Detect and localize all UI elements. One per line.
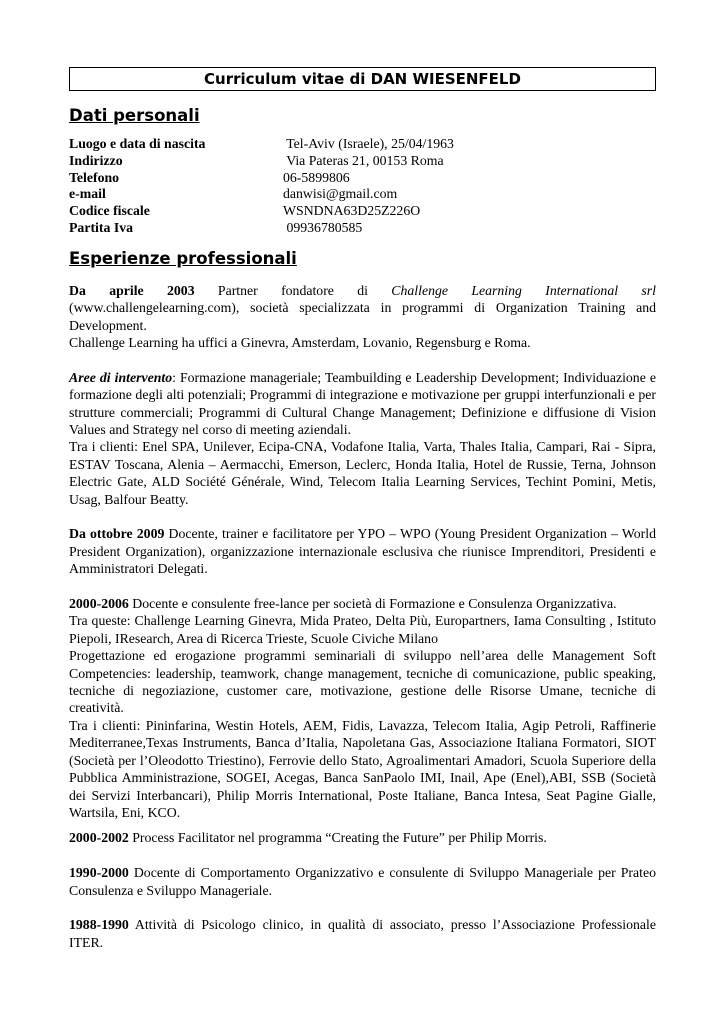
personal-row: [69, 153, 454, 170]
personal-label: Partita Iva: [69, 219, 133, 235]
personal-label: Telefono: [69, 169, 120, 185]
personal-label: e-mail: [69, 186, 106, 202]
section-heading-personal: Dati personali: [69, 106, 200, 125]
personal-data-table: [69, 136, 454, 237]
personal-value: danwisi@gmail.com: [283, 186, 398, 202]
areas-paragraph: [69, 369, 656, 439]
experience-entry: [69, 864, 656, 899]
cv-page: [69, 67, 656, 951]
personal-value: Via Pateras 21, 00153 Roma: [283, 152, 444, 168]
date-word: Da: [69, 282, 86, 298]
company-word: srl: [641, 282, 656, 298]
date-word: 2003: [167, 282, 195, 298]
areas-block: [69, 369, 656, 508]
experience-description: (www.challengelearning.com), società specializzata in programmi di Organization Training and Development.: [69, 300, 656, 333]
section-heading-experience: Esperienze professionali: [69, 248, 297, 268]
areas-clients: Tra i clienti: Enel SPA, Unilever, Ecipa-CNA, Vodafone Italia, Varta, Thales Italia, Campari, Rai - Sipra, ESTAV Toscana, Alenia – Aermacchi, Emerson, Leclerc, Honda Italia, Hotel de Russie, Terna, Johnson Electric Gate, ALD Société Générale, Wind, Telecom Italia Learning Services, Techint Pomini, Metis, Usag, Balfour Beatty.: [69, 439, 656, 507]
company-word: Challenge: [391, 282, 449, 298]
areas-label: Aree di intervento: [69, 369, 173, 385]
experience-entry: [69, 829, 656, 846]
personal-value: WSNDNA63D25Z226O: [283, 203, 421, 219]
text-word: fondatore: [281, 282, 334, 298]
personal-label: Codice fiscale: [69, 203, 150, 219]
experience-clients: Tra i clienti: Pininfarina, Westin Hotels, AEM, Fidis, Lavazza, Telecom Italia, Agip Petroli, Raffinerie Mediterranee,Texas Instruments, Banca d’Italia, Napoletana Gas, Associazione Italiana Formatori, SIOT (Società per l’Oleodotto Triestino), Ferrovie dello Stato, Agroalimentari Amadori, Scuola Superiore della Pubblica Amministrazione, SOGEI, Acegas, Banca SanPaolo IMI, Inail, Ape (Enel),ABI, SSB (Società dei Servizi Interbancari), Philip Morris International, Poste Italiane, Banca Intesa, Seat Pagine Gialle, Wartsila, Eni, KCO.: [69, 717, 656, 820]
date-word: aprile: [109, 282, 144, 298]
personal-value: 09936780585: [283, 219, 363, 235]
experience-date: 1990-2000: [69, 865, 129, 881]
experience-date: 1988-1990: [69, 917, 129, 933]
experience-entry: [69, 916, 656, 951]
personal-value: 06-5899806: [283, 169, 350, 185]
experience-entry: [69, 595, 656, 821]
experience-text: Docente, trainer e facilitatore per YPO – WPO (Young President Organization – World President Organization), organizzazione internazionale esclusiva che riunisce Imprenditori, Presidenti e Amministratori Delegati.: [69, 526, 656, 577]
personal-label: Luogo e data di nascita: [69, 136, 206, 151]
experience-partners: Tra queste: Challenge Learning Ginevra, Mida Prateo, Delta Più, Europartners, Iama Consulting , Istituto Piepoli, IResearch, Area di Ricerca Trieste, Scuole Civiche Milano: [69, 613, 656, 646]
company-word: International: [545, 282, 619, 298]
experience-date: Da ottobre 2009: [69, 526, 165, 542]
text-word: di: [357, 282, 368, 298]
personal-value: Tel-Aviv (Israele), 25/04/1963: [283, 136, 454, 151]
document-title: Curriculum vitae di DAN WIESENFELD: [69, 67, 656, 91]
experience-text: Process Facilitator nel programma “Creating the Future” per Philip Morris.: [128, 830, 547, 846]
experience-text: Docente e consulente free-lance per società di Formazione e Consulenza Organizzativa.: [128, 596, 617, 612]
experience-programs: Progettazione ed erogazione programmi seminariali di sviluppo nell’area delle Management Soft Competencies: leadership, teamwork, change management, tecniche di comunicazione, public speaking, tecniche di negoziazione, customer care, motivazione, gestione delle Risorse Umane, tecniche di creatività.: [69, 648, 656, 716]
areas-text: : Formazione manageriale; Teambuilding e Leadership Development; Individuazione e formazione degli alti potenziali; Programmi di integrazione e motivazione per gruppi interfunzionali e per strutture commerciali; Programmi di Cultural Change Management; Definizione e diffusione di Vision Values and Strategy nel corso di meeting aziendali.: [69, 369, 656, 438]
experience-date: 2000-2006: [69, 596, 129, 612]
personal-row: [69, 220, 454, 237]
personal-row: [69, 170, 454, 187]
experience-entry: [69, 525, 656, 577]
text-word: Partner: [217, 282, 258, 298]
experience-entry: [69, 282, 656, 352]
experience-first-line: [69, 282, 656, 299]
personal-label: Indirizzo: [69, 152, 123, 168]
experience-text: Attività di Psicologo clinico, in qualità di associato, presso l’Associazione Professionale ITER.: [69, 917, 656, 950]
personal-row: [69, 203, 454, 220]
experience-offices: Challenge Learning ha uffici a Ginevra, Amsterdam, Lovanio, Regensburg e Roma.: [69, 335, 531, 350]
personal-row: [69, 186, 454, 203]
experience-text: Docente di Comportamento Organizzativo e consulente di Sviluppo Manageriale per Prateo Consulenza e Sviluppo Manageriale.: [69, 865, 656, 898]
company-word: Learning: [471, 282, 522, 298]
experience-date: 2000-2002: [69, 830, 129, 846]
personal-row: [69, 136, 454, 153]
